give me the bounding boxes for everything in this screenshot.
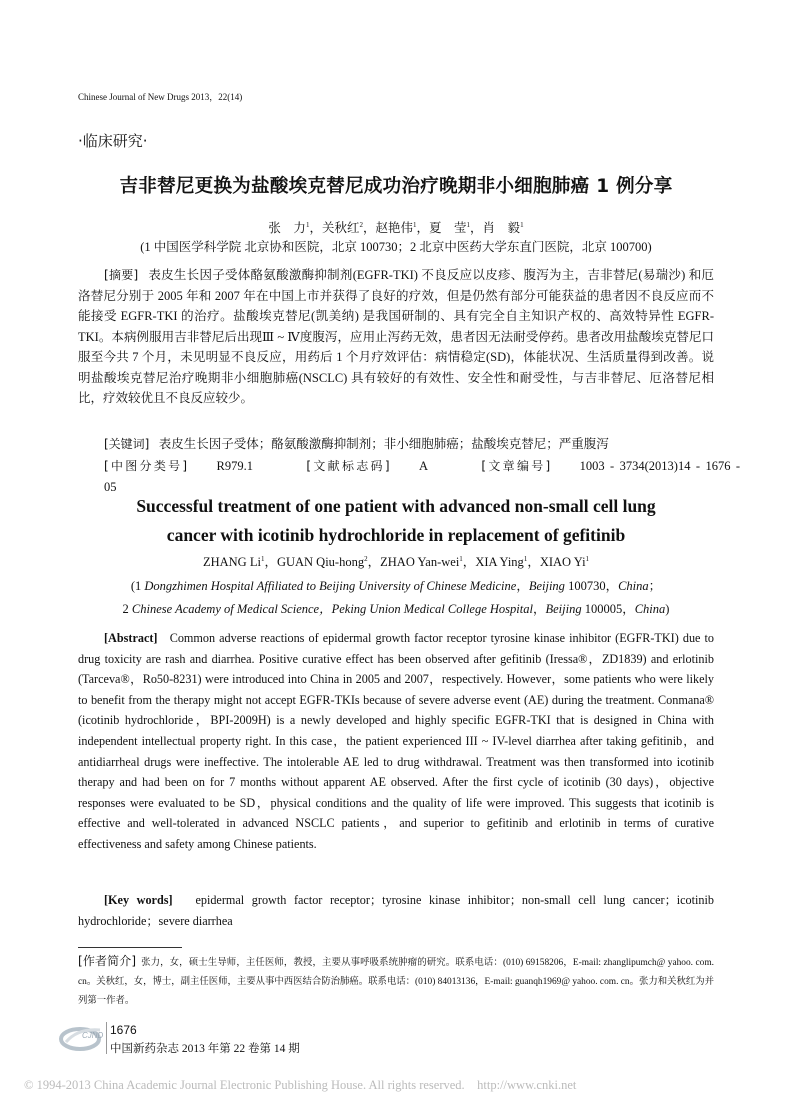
author: 关秋红 <box>321 221 360 235</box>
chinese-authors <box>0 218 792 236</box>
english-keywords <box>78 890 714 931</box>
keywords-text: epidermal growth factor receptor；tyrosine kinase inhibitor；non-small cell lung cancer；icotinib hydrochloride；severe diarrhea <box>78 893 714 928</box>
author: 肖 毅 <box>482 221 521 235</box>
author-footnote <box>78 952 714 1011</box>
author: GUAN Qiu-hong <box>276 555 365 569</box>
chinese-keywords <box>78 434 740 455</box>
affil-number: (1 <box>130 579 145 593</box>
affiliation-2: 2 Chinese Academy of Medical Science，Peking Union Medical College Hospital，Beijing 100005，China) <box>122 602 670 616</box>
author-affil-mark: 1 <box>305 220 310 229</box>
affil-postcode: 100730， <box>564 579 619 593</box>
author-affil-mark: 1 <box>523 554 528 563</box>
affil-institution: Chinese Academy of Medical Science，Peking Union Medical College Hospital <box>131 602 533 616</box>
separator: ， <box>470 221 483 235</box>
separator: ， <box>416 221 430 235</box>
article-no-label: [文章编号] <box>481 459 551 473</box>
english-authors <box>0 552 792 570</box>
affil-punct: ) <box>665 602 670 616</box>
affil-punct: ； <box>648 579 662 593</box>
abstract-text: Common adverse reactions of epidermal growth factor receptor tyrosine kinase inhibitor (EGFR-TKI) due to drug toxicity are rash and diarrhea. Positive curative effect has been observed after gefitinib (Iressa®，ZD1839) and erlotinib (Tarceva®，Ro50-8231) were introduced into China in 2005 and 2007，respectively. However，some patients who were likely to benefit from the therapy might not accept EGFR-TKIs because of severe adverse event (AE) during the treatment. Conmana® (icotinib hydrochloride，BPI-2009H) is a newly developed and highly specific EGFR-TKI that is designed in China with independent intellectual property right. In this case，the patient experienced III ~ IV-level diarrhea after taking gefitinib，and antidiarrheal drugs were ineffective. The intolerable AE led to drug withdrawal. Treatment was then transformed into icotinib therapy and had been on for 7 months without apparent AE observed. After the first cycle of icotinib (30 days)，objective responses were evaluated to be SD，physical conditions and the quality of life were improved. This suggests that icotinib is effective and well-tolerated in advanced NSCLC patients，and superior to gefitinib and erlotinib in terms of curative effectiveness and safety among Chinese patients. <box>78 631 715 851</box>
author-affil-mark: 1 <box>520 220 524 229</box>
page-number: 1676 <box>110 1023 137 1037</box>
abstract-label: [Abstract] <box>104 631 158 645</box>
chinese-affiliation: (1 中国医学科学院 北京协和医院，北京 100730；2 北京中医药大学东直门医院，北京 100700) <box>140 240 652 254</box>
doc-code-value: A <box>418 459 428 473</box>
clc-label: [中图分类号] <box>104 459 188 473</box>
section-tag: ·临床研究· <box>78 132 148 150</box>
english-title <box>0 492 792 550</box>
separator: ， <box>527 555 540 569</box>
affiliation-1: (1 Dongzhimen Hospital Affiliated to Beijing University of Chinese Medicine，Beijing 100730，China； <box>130 579 662 593</box>
footnote-text: 张力，女，硕士生导师，主任医师，教授，主要从事呼吸系统肿瘤的研究。联系电话：(010) 69158206，E-mail: zhanglipumch@ yahoo. com. cn。关秋红，女，博士，副主任医师，主要从事中西医结合防治肺癌。联系电话：(010) 84013136，E-mail: guanqh1969@ yahoo. com. cn。张力和关秋红为并列第一作者。 <box>78 958 714 1006</box>
running-head: Chinese Journal of New Drugs 2013，22(14) <box>78 92 243 102</box>
separator: ， <box>462 555 476 569</box>
doc-code-label: [文献标志码] <box>306 459 390 473</box>
keywords-label: [关键词] <box>104 437 150 451</box>
english-abstract <box>78 628 714 855</box>
affil-postcode: 100005， <box>581 602 635 616</box>
chinese-abstract <box>78 265 714 409</box>
classification-line <box>78 456 740 497</box>
author-affil-mark: 1 <box>466 220 471 229</box>
separator: ， <box>309 221 322 235</box>
journal-logo-icon <box>58 1022 104 1052</box>
journal-issue: 中国新药杂志 2013 年第 22 卷第 14 期 <box>110 1043 300 1055</box>
author-affil-mark: 1 <box>459 554 463 563</box>
author-affil-mark: 2 <box>359 220 363 229</box>
logo-text: CJND <box>82 1031 104 1040</box>
author-affil-mark: 2 <box>364 554 368 563</box>
author: XIA Ying <box>475 555 524 569</box>
author: 夏 莹 <box>429 221 467 235</box>
author: 张 力 <box>268 221 306 235</box>
affil-institution: Dongzhimen Hospital Affiliated to Beijing University of Chinese Medicine <box>144 579 517 593</box>
footnote-divider <box>78 947 182 948</box>
english-affiliation <box>0 575 792 621</box>
author-affil-mark: 1 <box>260 554 265 563</box>
separator: ， <box>367 555 381 569</box>
author: ZHAO Yan-wei <box>380 555 460 569</box>
abstract-label: [摘要] <box>104 268 139 282</box>
affil-country: China <box>634 602 666 616</box>
author: 赵艳伟 <box>375 221 413 235</box>
separator: ， <box>362 221 376 235</box>
author-affil-mark: 1 <box>585 554 590 563</box>
author-affil-mark: 1 <box>413 220 417 229</box>
keywords-text: 表皮生长因子受体；酪氨酸激酶抑制剂；非小细胞肺癌；盐酸埃克替尼；严重腹泻 <box>158 437 609 451</box>
english-title-line: Successful treatment of one patient with advanced non-small cell lung <box>136 496 656 516</box>
author: ZHANG Li <box>202 555 261 569</box>
affil-city: Beijing <box>528 579 565 593</box>
author: XIAO Yi <box>539 555 586 569</box>
abstract-text: 表皮生长因子受体酪氨酸激酶抑制剂(EGFR-TKI) 不良反应以皮疹、腹泻为主，吉非替尼(易瑞沙) 和厄洛替尼分别于 2005 年和 2007 年在中国上市并获得了良好的疗效，但是仍然有部分可能获益的患者因不良反应而不能接受 EGFR-TKI 的治疗。盐酸埃克替尼(凯美纳) 是我国研制的、具有完全自主知识产权的、高效特异性 EGFR-TKI。本病例服用吉非替尼后出现Ⅲ ~ Ⅳ度腹泻，应用止泻药无效，患者因无法耐受停药。患者改用盐酸埃克替尼口服至今共 7 个月，未见明显不良反应，用药后 1 个月疗效评估：病情稳定(SD)，体能状况、生活质量得到改善。说明盐酸埃克替尼治疗晚期非小细胞肺癌(NSCLC) 具有较好的有效性、安全性和耐受性，与吉非替尼、厄洛替尼相比，疗效较优且不良反应较少。 <box>78 268 715 405</box>
affil-number: 2 <box>122 602 132 616</box>
article-no-value: 1003 - 3734(2013)14 - 1676 - 05 <box>104 459 741 494</box>
copyright-notice: © 1994-2013 China Academic Journal Electronic Publishing House. All rights reserved. http://www.cnki.net <box>24 1078 577 1092</box>
footer-divider <box>106 1022 107 1054</box>
separator: ， <box>264 555 277 569</box>
clc-value: R979.1 <box>216 459 253 473</box>
affil-city: Beijing <box>545 602 582 616</box>
keywords-label: [Key words] <box>104 893 173 907</box>
affil-country: China <box>618 579 649 593</box>
english-title-line: cancer with icotinib hydrochloride in replacement of gefitinib <box>166 525 626 545</box>
footnote-label: [作者简介] <box>78 954 137 968</box>
chinese-title: 吉非替尼更换为盐酸埃克替尼成功治疗晚期非小细胞肺癌 1 例分享 <box>119 176 673 197</box>
